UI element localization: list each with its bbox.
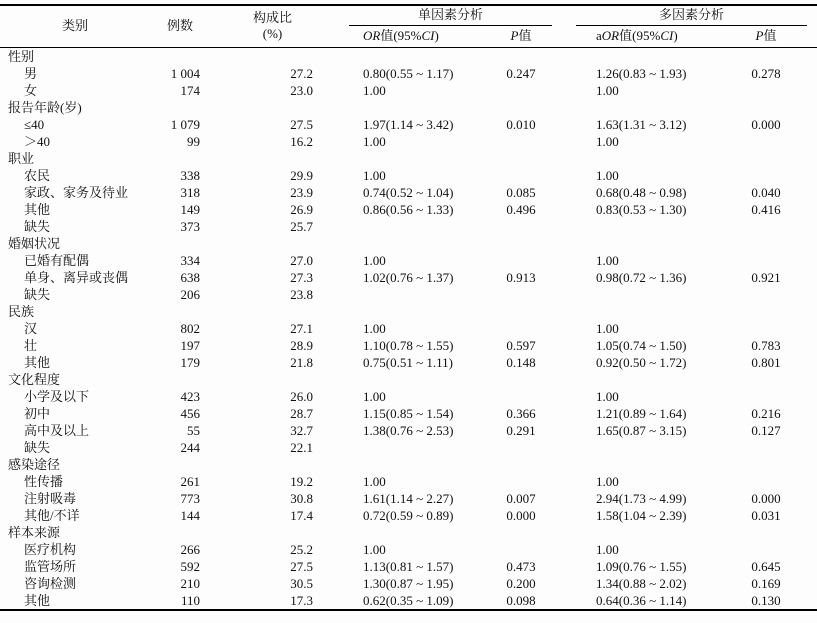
cell-or: 0.80(0.55 ~ 1.17) [363,65,454,81]
cell-p [480,371,562,388]
cell-aor: 1.58(1.04 ~ 2.39) [596,507,687,523]
or-label-part: 值(95% [380,28,422,44]
cell-percent: 26.9 [290,201,313,217]
column-header-or [335,26,480,47]
cell-p: 0.913 [506,269,536,285]
cell-percent: 25.2 [290,541,313,557]
table-row [0,252,817,269]
cell-category: 壮 [24,337,38,353]
cell-ap: 0.000 [751,490,781,506]
cell-percent: 16.2 [290,133,313,149]
cell-p: 0.148 [506,354,536,370]
cell-category: 其他 [24,354,51,370]
table-body [0,47,817,610]
section-row [0,456,817,473]
section-row [0,524,817,541]
cell-ap [715,456,817,473]
cell-p [480,524,562,541]
cell-cases [150,303,210,320]
cell-or [335,47,480,65]
table-row [0,354,817,371]
cell-p: 0.496 [506,201,536,217]
section-row [0,371,817,388]
cell-percent [210,524,335,541]
column-header-category: 类别 [61,18,88,34]
cell-or: 1.15(0.85 ~ 1.54) [363,405,454,421]
column-header-aor [562,26,715,47]
cell-ap: 0.031 [751,507,781,523]
cell-cases: 1 079 [170,116,200,132]
cell-or: 1.30(0.87 ~ 1.95) [363,575,454,591]
cell-category: 缺失 [24,218,51,234]
cell-aor: 1.09(0.76 ~ 1.55) [596,558,687,574]
cell-cases: 638 [180,269,200,285]
cell-or: 1.00 [363,541,386,557]
cell-or: 1.97(1.14 ~ 3.42) [363,116,454,132]
analysis-table [0,4,817,611]
section-row [0,235,817,252]
aor-label-part: 值(95% [619,28,661,44]
cell-category: ＞40 [24,133,51,149]
cell-or [335,456,480,473]
cell-category: 职业 [8,150,35,166]
cell-p: 0.098 [506,592,536,608]
cell-p [480,218,562,235]
cell-ap [715,473,817,490]
cell-p [480,150,562,167]
cell-ap [715,524,817,541]
table-row [0,218,817,235]
cell-cases [150,456,210,473]
table-row [0,184,817,201]
cell-percent [210,456,335,473]
cell-aor [562,456,715,473]
group-header-univariate [335,5,562,26]
table-row [0,286,817,303]
cell-p: 0.085 [506,184,536,200]
cell-cases [150,150,210,167]
cell-p: 0.473 [506,558,536,574]
table-row [0,65,817,82]
cell-ap [715,252,817,269]
cell-aor [562,524,715,541]
cell-cases: 197 [180,337,200,353]
cell-p [480,320,562,337]
cell-category: 样本来源 [8,524,61,540]
cell-aor: 2.94(1.73 ~ 4.99) [596,490,687,506]
table-row [0,167,817,184]
table-row [0,269,817,286]
cell-p [480,456,562,473]
cell-category: 民族 [8,303,35,319]
cell-p: 0.000 [506,507,536,523]
cell-aor: 1.00 [596,82,619,98]
cell-or: 1.00 [363,82,386,98]
table-row [0,422,817,439]
cell-aor [562,371,715,388]
cell-cases [150,47,210,65]
cell-percent: 30.8 [290,490,313,506]
cell-ap [715,320,817,337]
table-row [0,388,817,405]
cell-aor [562,286,715,303]
cell-ap [715,541,817,558]
cell-p [480,82,562,99]
cell-or: 0.72(0.59 ~ 0.89) [363,507,454,523]
cell-or: 1.00 [363,320,386,336]
cell-category: 感染途径 [8,456,61,472]
cell-percent: 29.9 [290,167,313,183]
cell-aor [562,150,715,167]
cell-aor: 1.05(0.74 ~ 1.50) [596,337,687,353]
cell-cases: 802 [180,320,200,336]
table-row [0,575,817,592]
cell-category: 高中及以上 [24,422,90,438]
cell-ap: 0.169 [751,575,781,591]
section-row [0,150,817,167]
univariate-group-label: 单因素分析 [349,7,552,26]
cell-cases: 55 [187,422,200,438]
cell-ap: 0.040 [751,184,781,200]
cell-aor: 0.64(0.36 ~ 1.14) [596,592,687,608]
cell-ap: 0.416 [751,201,781,217]
cell-category: 其他 [24,592,51,608]
cell-aor: 1.00 [596,167,619,183]
table-row [0,337,817,354]
cell-category: 女 [24,82,38,98]
cell-or: 1.00 [363,388,386,404]
cell-category: 初中 [24,405,51,421]
cell-cases: 423 [180,388,200,404]
cell-p: 0.010 [506,116,536,132]
cell-category: 其他/不详 [24,507,80,523]
cell-aor: 1.00 [596,541,619,557]
cell-percent: 21.8 [290,354,313,370]
cell-category: ≤40 [24,116,45,132]
cell-percent [210,150,335,167]
cell-percent: 28.9 [290,337,313,353]
cell-ap: 0.801 [751,354,781,370]
table-row [0,201,817,218]
p-label-part: P [755,28,764,44]
cell-cases: 592 [180,558,200,574]
cell-or: 1.10(0.78 ~ 1.55) [363,337,454,353]
cell-aor: 1.00 [596,133,619,149]
cell-category: 注射吸毒 [24,490,77,506]
cell-cases: 110 [180,592,200,608]
p-label-part: 值 [763,28,777,44]
cell-p [480,47,562,65]
cell-category: 男 [24,65,38,81]
aor-label-part: ) [673,28,678,44]
section-row [0,303,817,320]
table-row [0,439,817,456]
cell-ap [715,133,817,150]
cell-percent: 17.3 [290,592,313,608]
cell-aor: 1.65(0.87 ~ 3.15) [596,422,687,438]
cell-percent: 28.7 [290,405,313,421]
cell-category: 其他 [24,201,51,217]
cell-percent: 23.9 [290,184,313,200]
multivariate-group-label: 多因素分析 [576,7,807,26]
cell-or [335,286,480,303]
cell-ap: 0.921 [751,269,781,285]
cell-cases: 266 [180,541,200,557]
cell-percent: 32.7 [290,422,313,438]
or-label-part: CI [421,28,435,44]
cell-cases: 99 [187,133,200,149]
column-header-composition [210,5,335,47]
p-label-part: P [510,28,519,44]
cell-aor: 0.68(0.48 ~ 0.98) [596,184,687,200]
cell-aor: 0.98(0.72 ~ 1.36) [596,269,687,285]
cell-cases: 773 [180,490,200,506]
cell-or: 1.00 [363,252,386,268]
cell-category: 单身、离异或丧偶 [24,269,129,285]
cell-percent [210,47,335,65]
cell-ap: 0.127 [751,422,781,438]
cell-p: 0.597 [506,337,536,353]
cell-percent: 19.2 [290,473,313,489]
cell-cases: 318 [180,184,200,200]
cell-cases: 210 [180,575,200,591]
cell-p [480,303,562,320]
cell-cases: 261 [180,473,200,489]
cell-percent: 27.2 [290,65,313,81]
cell-p [480,167,562,184]
table-row [0,490,817,507]
cell-or [335,439,480,456]
cell-percent [210,371,335,388]
cell-cases: 144 [180,507,200,523]
cell-category: 婚姻状况 [8,235,61,251]
cell-category: 小学及以下 [24,388,90,404]
cell-ap [715,47,817,65]
cell-ap [715,303,817,320]
cell-or: 1.61(1.14 ~ 2.27) [363,490,454,506]
cell-p: 0.007 [506,490,536,506]
table-row [0,541,817,558]
cell-aor [562,303,715,320]
cell-aor: 0.92(0.50 ~ 1.72) [596,354,687,370]
cell-percent: 30.5 [290,575,313,591]
cell-category: 咨询检测 [24,575,77,591]
p-label-part: 值 [518,28,532,44]
table-header [0,5,817,47]
cell-aor: 1.00 [596,473,619,489]
column-header-p-univariate [480,26,562,47]
cell-aor: 0.83(0.53 ~ 1.30) [596,201,687,217]
cell-cases: 179 [180,354,200,370]
header-row-groups [0,5,817,26]
cell-percent: 27.0 [290,252,313,268]
cell-aor [562,218,715,235]
cell-p [480,133,562,150]
cell-cases [150,235,210,252]
cell-or: 1.02(0.76 ~ 1.37) [363,269,454,285]
cell-p [480,252,562,269]
cell-or [335,235,480,252]
cell-aor [562,235,715,252]
cell-ap [715,371,817,388]
cell-p [480,541,562,558]
table-row [0,116,817,133]
cell-or [335,371,480,388]
cell-ap [715,82,817,99]
cell-p [480,473,562,490]
table-row [0,405,817,422]
cell-percent: 25.7 [290,218,313,234]
cell-percent: 27.1 [290,320,313,336]
cell-percent [210,99,335,116]
cell-ap: 0.278 [751,65,781,81]
cell-ap [715,388,817,405]
cell-or: 0.74(0.52 ~ 1.04) [363,184,454,200]
cell-ap [715,218,817,235]
cell-or: 0.62(0.35 ~ 1.09) [363,592,454,608]
cell-or [335,218,480,235]
cell-ap: 0.216 [751,405,781,421]
cell-or: 0.75(0.51 ~ 1.11) [363,354,453,370]
cell-p: 0.366 [506,405,536,421]
group-header-multivariate [562,5,817,26]
table-row [0,507,817,524]
cell-category: 农民 [24,167,51,183]
aor-label-part: CI [660,28,674,44]
cell-p [480,99,562,116]
or-label-part: ) [434,28,439,44]
cell-cases: 373 [180,218,200,234]
cell-aor: 1.34(0.88 ~ 2.02) [596,575,687,591]
cell-or: 1.00 [363,473,386,489]
cell-ap: 0.783 [751,337,781,353]
cell-percent: 23.0 [290,82,313,98]
table-row [0,558,817,575]
or-label-part: OR [363,28,381,44]
column-header-p-multivariate [715,26,817,47]
cell-category: 缺失 [24,286,51,302]
cell-cases: 334 [180,252,200,268]
cell-category: 缺失 [24,439,51,455]
cell-ap: 0.000 [751,116,781,132]
section-row [0,99,817,116]
cell-or [335,150,480,167]
composition-label-line2: (%) [262,26,283,42]
cell-cases: 1 004 [170,65,200,81]
cell-p: 0.247 [506,65,536,81]
cell-p: 0.291 [506,422,536,438]
cell-or [335,524,480,541]
cell-p [480,286,562,303]
cell-percent [210,235,335,252]
cell-or: 0.86(0.56 ~ 1.33) [363,201,454,217]
cell-percent [210,303,335,320]
aor-label-part: a [596,28,602,44]
table-row [0,133,817,150]
cell-cases: 149 [180,201,200,217]
cell-percent: 22.1 [290,439,313,455]
cell-cases: 206 [180,286,200,302]
cell-cases [150,524,210,541]
cell-category: 文化程度 [8,371,61,387]
cell-category: 已婚有配偶 [24,252,90,268]
cell-percent: 27.5 [290,116,313,132]
cell-cases: 338 [180,167,200,183]
cell-or: 1.13(0.81 ~ 1.57) [363,558,454,574]
cell-aor: 1.00 [596,388,619,404]
cell-category: 医疗机构 [24,541,77,557]
cell-or [335,303,480,320]
cell-category: 报告年龄(岁) [8,99,82,115]
cell-ap [715,286,817,303]
cell-aor [562,47,715,65]
cell-cases [150,99,210,116]
cell-ap [715,99,817,116]
cell-aor: 1.63(1.31 ~ 3.12) [596,116,687,132]
cell-category: 家政、家务及待业 [24,184,129,200]
column-header-cases: 例数 [166,18,193,34]
cell-aor: 1.26(0.83 ~ 1.93) [596,65,687,81]
cell-ap: 0.645 [751,558,781,574]
cell-cases: 456 [180,405,200,421]
table-row [0,592,817,610]
cell-aor [562,439,715,456]
cell-percent: 27.3 [290,269,313,285]
cell-aor [562,99,715,116]
cell-p [480,388,562,405]
aor-label-part: OR [601,28,620,44]
cell-ap [715,150,817,167]
cell-cases: 174 [180,82,200,98]
cell-or: 1.00 [363,167,386,183]
cell-ap [715,167,817,184]
cell-percent: 23.8 [290,286,313,302]
cell-category: 性传播 [24,473,64,489]
cell-ap [715,235,817,252]
cell-aor: 1.00 [596,252,619,268]
cell-percent: 26.0 [290,388,313,404]
cell-aor: 1.00 [596,320,619,336]
table-row [0,320,817,337]
composition-label-line1: 构成比 [252,10,292,25]
cell-or: 1.38(0.76 ~ 2.53) [363,422,454,438]
cell-ap [715,439,817,456]
cell-or: 1.00 [363,133,386,149]
table-row [0,82,817,99]
section-row [0,47,817,65]
cell-p [480,439,562,456]
cell-p [480,235,562,252]
cell-percent: 27.5 [290,558,313,574]
cell-ap: 0.130 [751,592,781,608]
cell-category: 汉 [24,320,38,336]
cell-percent: 17.4 [290,507,313,523]
cell-cases: 244 [180,439,200,455]
cell-aor: 1.21(0.89 ~ 1.64) [596,405,687,421]
cell-category: 监管场所 [24,558,77,574]
cell-or [335,99,480,116]
cell-cases [150,371,210,388]
table-row [0,473,817,490]
cell-p: 0.200 [506,575,536,591]
cell-category: 性别 [8,48,35,64]
